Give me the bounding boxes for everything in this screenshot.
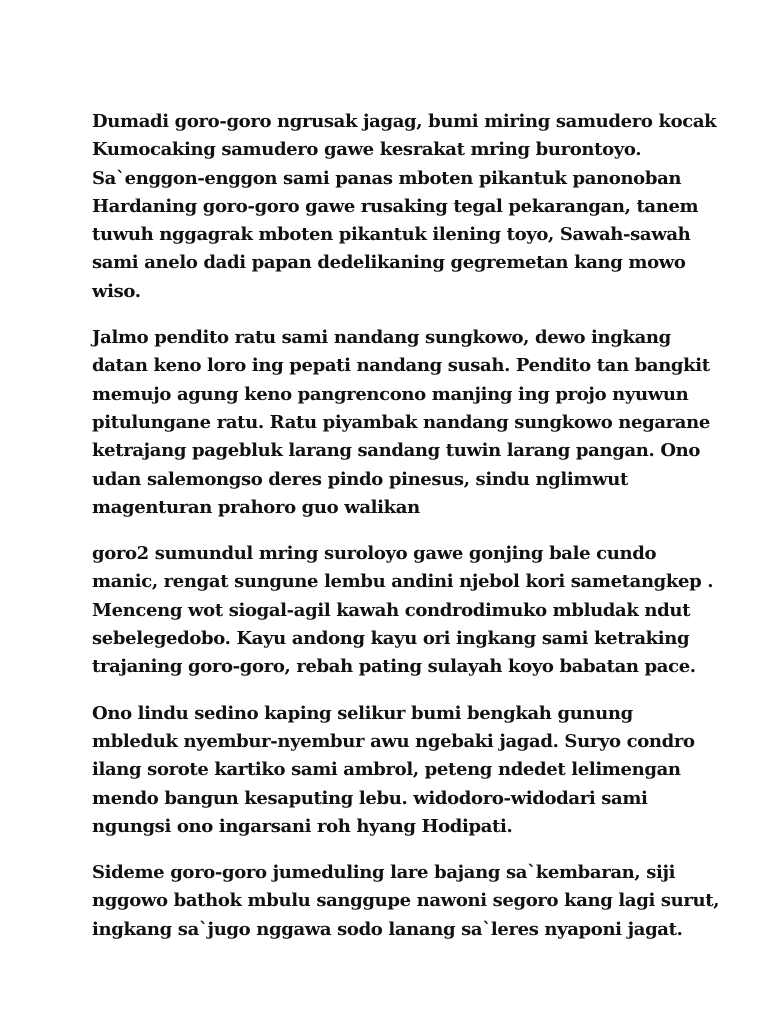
text-line: goro2 sumundul mring suroloyo gawe gonjing bale cundo — [92, 543, 657, 565]
text-line: Sa`enggon-enggon sami panas mboten pikantuk panonoban — [92, 167, 682, 189]
text-line: wiso. — [92, 280, 141, 302]
text-line: sami anelo dadi papan dedelikaning gegremetan kang mowo — [92, 252, 686, 274]
text-line: mendo bangun kesaputing lebu. widodoro-widodari sami — [92, 787, 648, 809]
text-line: ngungsi ono ingarsani roh hyang Hodipati. — [92, 815, 513, 837]
text-line: Jalmo pendito ratu sami nandang sungkowo, dewo ingkang — [92, 327, 671, 349]
paragraph-1 — [92, 108, 732, 306]
text-line: datan keno loro ing pepati nandang susah. Pendito tan bangkit — [92, 355, 710, 377]
text-line: pitulungane ratu. Ratu piyambak nandang sungkowo negarane — [92, 411, 710, 433]
text-line: udan salemongso deres pindo pinesus, sindu nglimwut — [92, 468, 628, 490]
paragraph-4 — [92, 700, 732, 841]
text-line: Kumocaking samudero gawe kesrakat mring burontoyo. — [92, 139, 642, 161]
text-line: Hardaning goro-goro gawe rusaking tegal pekarangan, tanem — [92, 195, 699, 217]
text-line: ilang sorote kartiko sami ambrol, peteng ndedet lelimengan — [92, 759, 681, 781]
text-line: ingkang sa`jugo nggawa sodo lanang sa`leres nyaponi jagat. — [92, 918, 683, 940]
text-line: manic, rengat sungune lembu andini njebol kori sametangkep . — [92, 571, 714, 593]
text-line: Sideme goro-goro jumeduling lare bajang sa`kembaran, siji — [92, 862, 676, 884]
text-line: memujo agung keno pangrencono manjing ing projo nyuwun — [92, 383, 689, 405]
text-line: magenturan prahoro guo walikan — [92, 496, 420, 518]
text-line: Dumadi goro-goro ngrusak jagag, bumi miring samudero kocak — [92, 111, 717, 132]
paragraph-2 — [92, 324, 732, 522]
paragraph-3 — [92, 540, 732, 681]
text-line: nggowo bathok mbulu sanggupe nawoni segoro kang lagi surut, — [92, 890, 720, 912]
paragraph-5 — [92, 859, 732, 944]
text-line: trajaning goro-goro, rebah pating sulayah koyo babatan pace. — [92, 656, 696, 678]
text-line: sebelegedobo. Kayu andong kayu ori ingkang sami ketraking — [92, 628, 690, 650]
text-line: ketrajang pagebluk larang sandang tuwin larang pangan. Ono — [92, 440, 701, 462]
document-body — [92, 108, 732, 962]
text-line: mbleduk nyembur-nyembur awu ngebaki jagad. Suryo condro — [92, 730, 695, 752]
text-line: tuwuh nggagrak mboten pikantuk ilening toyo, Sawah-sawah — [92, 224, 691, 246]
text-line: Menceng wot siogal-agil kawah condrodimuko mbludak ndut — [92, 599, 691, 621]
text-line: Ono lindu sedino kaping selikur bumi bengkah gunung — [92, 702, 633, 724]
